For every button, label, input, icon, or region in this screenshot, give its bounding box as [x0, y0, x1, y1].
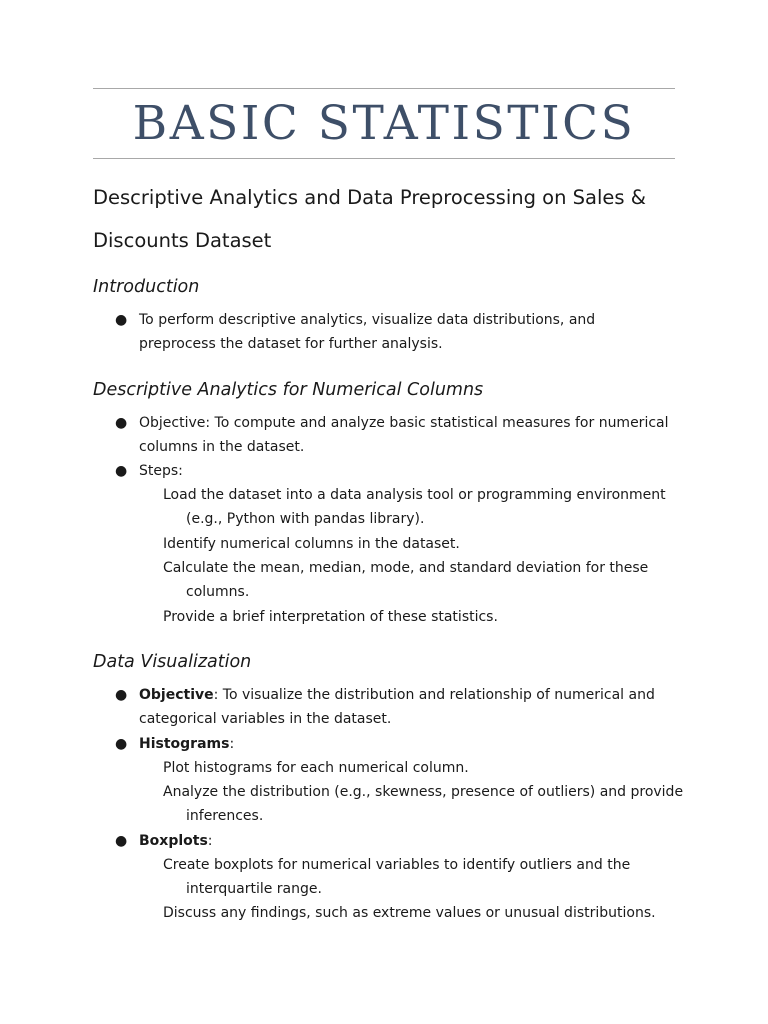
sub-list-item: Plot histograms for each numerical column.: [163, 760, 469, 776]
list-item: [115, 411, 669, 460]
sub-list-item: Provide a brief interpretation of these statistics.: [163, 609, 498, 625]
histograms-label: Histograms: [139, 736, 230, 752]
title-bottom-rule: [93, 158, 675, 159]
boxplots-colon: :: [207, 833, 213, 849]
list-item: [115, 683, 669, 732]
sub-list-item: Discuss any findings, such as extreme values or unusual distributions.: [163, 905, 656, 921]
sub-list-item: Load the dataset into a data analysis tool or programming environment (e.g., Python with pandas library).: [163, 487, 666, 528]
bullet-icon: ●: [115, 833, 128, 849]
sub-list-item: Analyze the distribution (e.g., skewness, presence of outliers) and provide inferences.: [163, 784, 684, 825]
objective-label: Objective: [139, 687, 214, 703]
bullet-icon: ●: [115, 736, 128, 752]
list-item-text: Steps:: [139, 463, 183, 479]
sub-list-item: Calculate the mean, median, mode, and standard deviation for these columns.: [163, 560, 649, 601]
sub-list-item: Create boxplots for numerical variables to identify outliers and the interquartile range.: [163, 857, 631, 898]
boxplots-label: Boxplots: [139, 833, 208, 849]
section-heading-introduction: Introduction: [93, 277, 200, 297]
page-title: BASIC STATISTICS: [132, 96, 636, 151]
list-item-text: To perform descriptive analytics, visualize data distributions, and preprocess the dataset for further analysis.: [139, 312, 596, 353]
title-top-rule: [93, 88, 675, 89]
section-heading-data-visualization: Data Visualization: [93, 652, 252, 672]
section-heading-descriptive-analytics: Descriptive Analytics for Numerical Columns: [93, 380, 484, 400]
histograms-colon: :: [229, 736, 235, 752]
list-item-text: : To visualize the distribution and relationship of numerical and categorical variables in the dataset.: [139, 687, 655, 728]
list-item-text: Objective: To compute and analyze basic statistical measures for numerical columns in the dataset.: [139, 415, 669, 456]
list-item: [115, 732, 669, 756]
sub-list-item: Identify numerical columns in the dataset.: [163, 536, 460, 552]
list-item: [115, 308, 669, 357]
bullet-icon: ●: [115, 415, 128, 431]
bullet-icon: ●: [115, 463, 128, 479]
document-subtitle: Descriptive Analytics and Data Preprocessing on Sales & Discounts Dataset: [93, 186, 646, 252]
list-item: [115, 459, 669, 483]
bullet-icon: ●: [115, 312, 128, 328]
bullet-icon: ●: [115, 687, 128, 703]
list-item: [115, 829, 669, 853]
